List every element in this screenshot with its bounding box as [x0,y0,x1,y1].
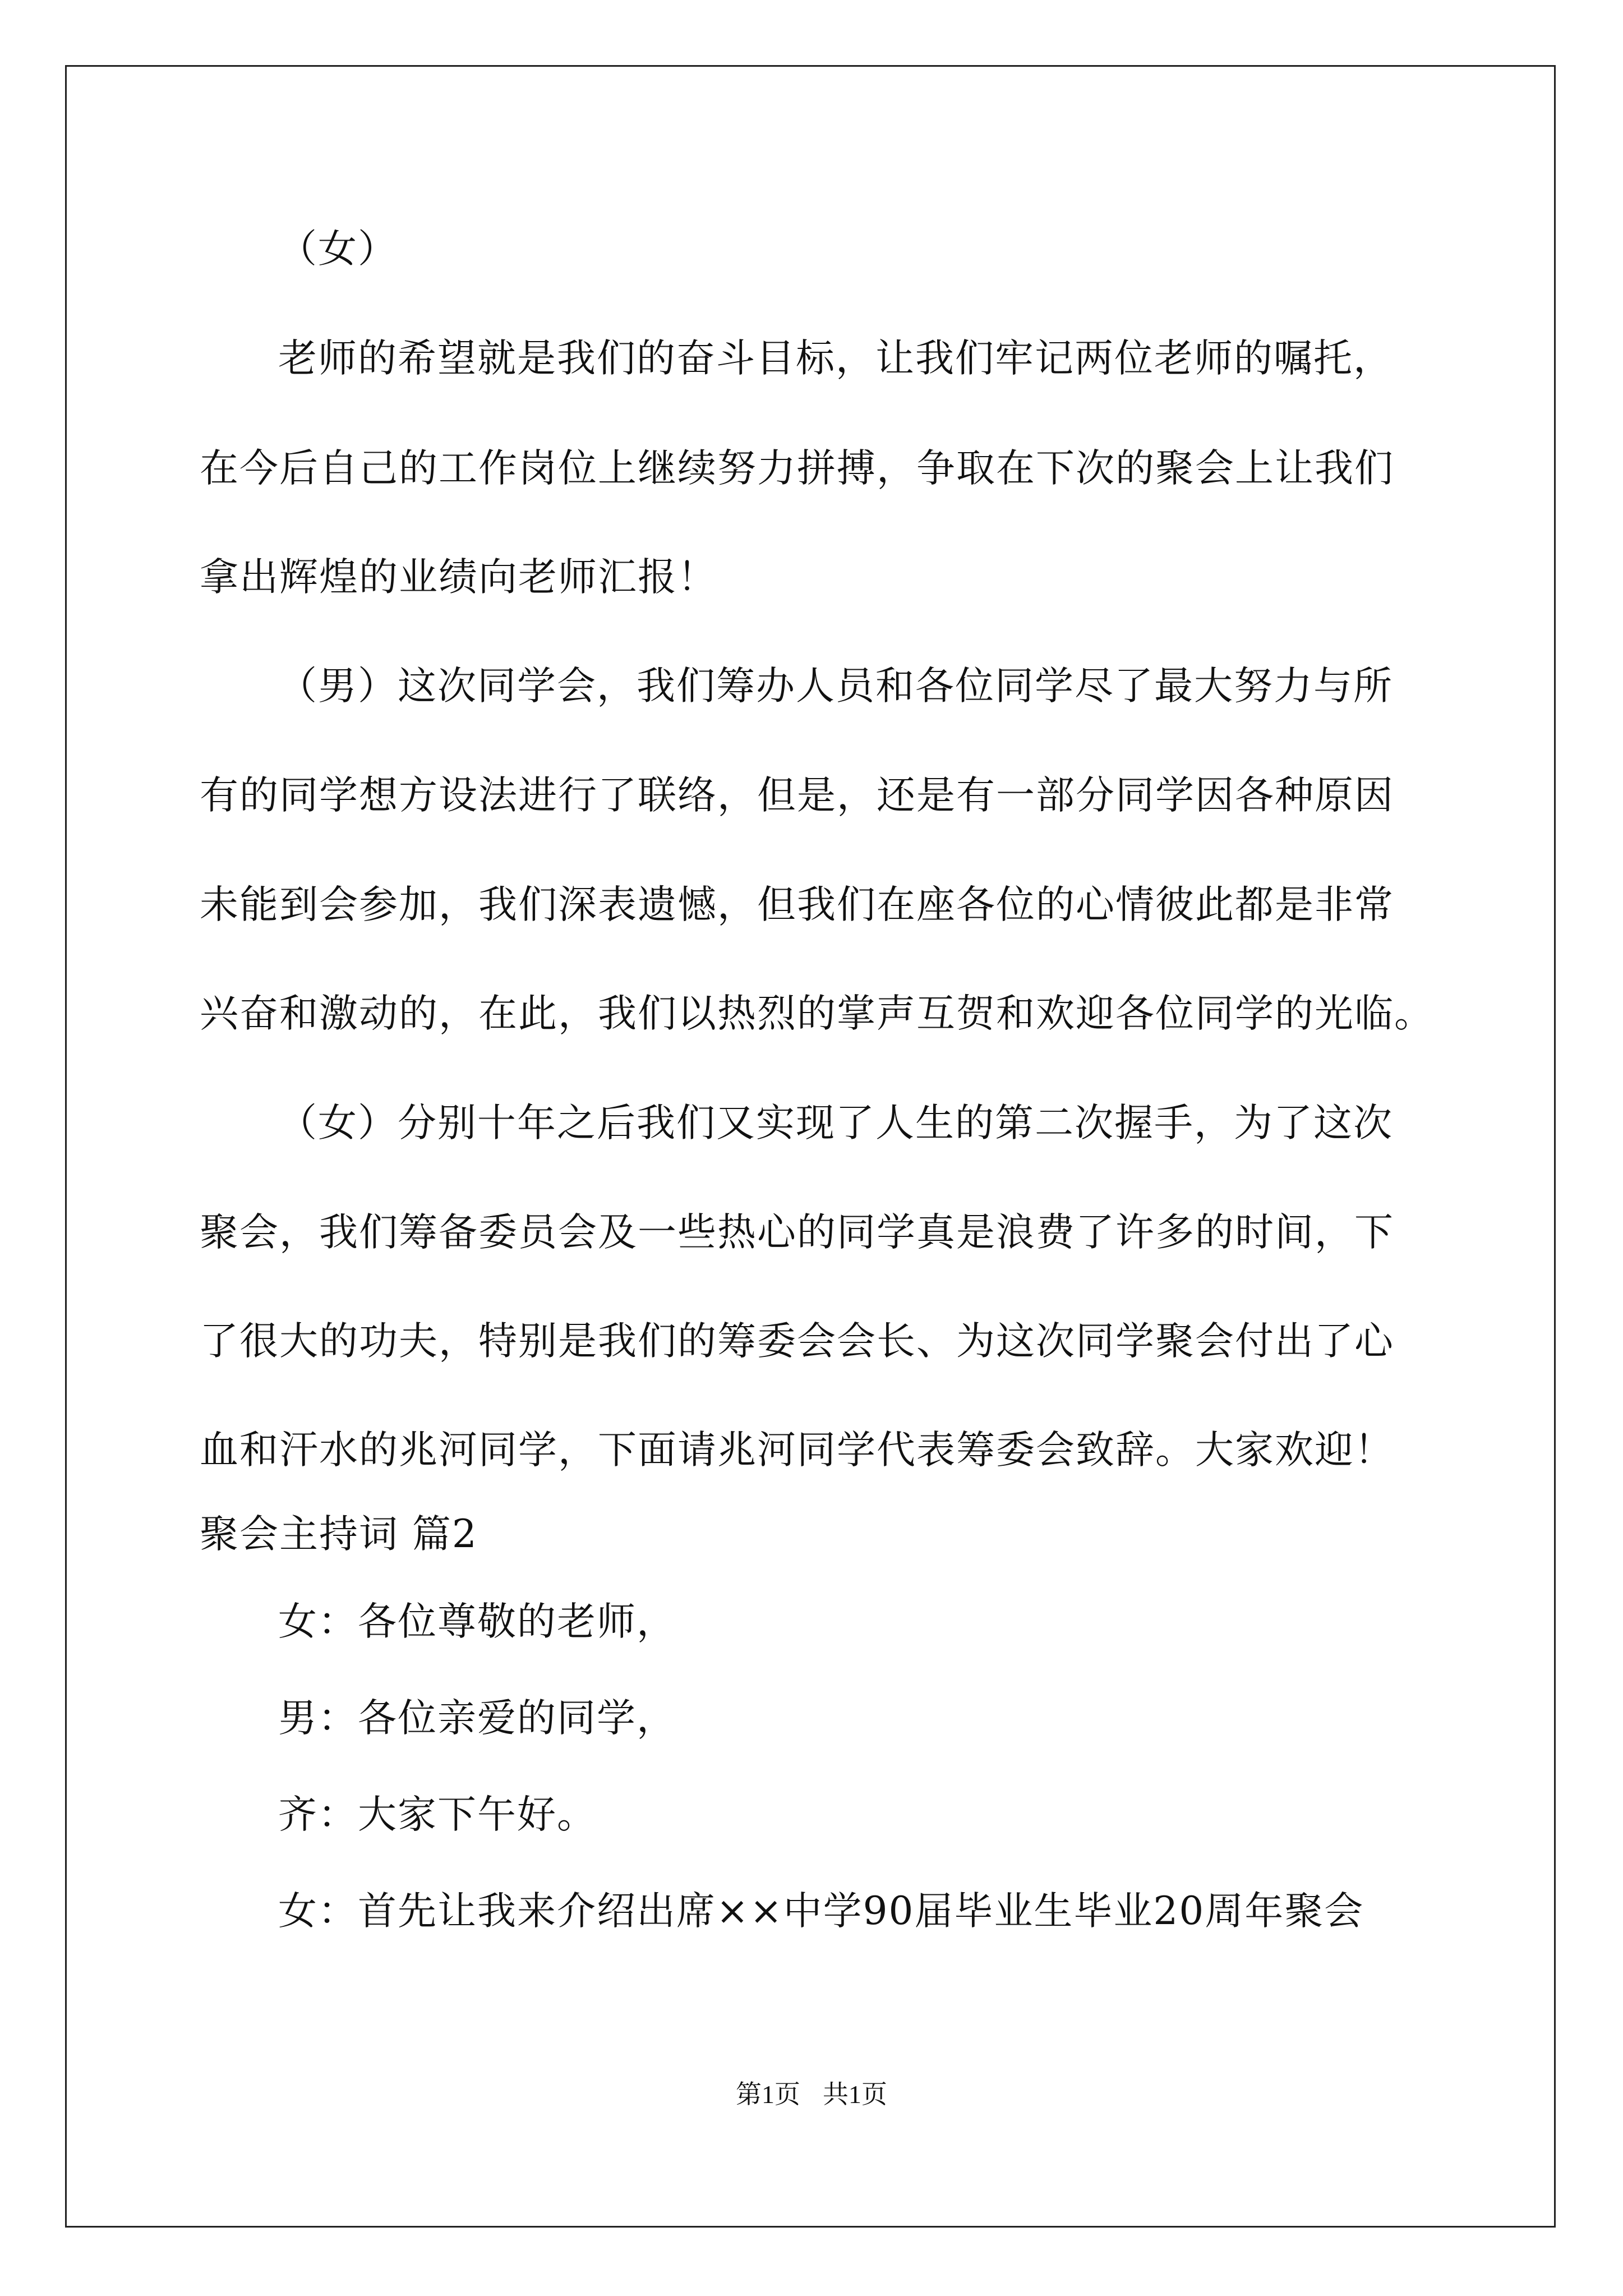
text-line: 拿出辉煌的业绩向老师汇报！ [200,555,717,600]
text-line: 有的同学想方设法进行了联络，但是，还是有一部分同学因各种原因 [200,773,1394,818]
text-line: 老师的希望就是我们的奋斗目标，让我们牢记两位老师的嘱托， [278,336,1393,381]
text-line: 齐：大家下午好。 [278,1792,597,1837]
text-line: 女：首先让我来介绍出席××中学90届毕业生毕业20周年聚会 [278,1889,1364,1934]
section-heading: 聚会主持词 篇2 [200,1512,478,1557]
page-number: 第1页 [736,2080,800,2109]
text-line: 兴奋和激动的，在此，我们以热烈的掌声互贺和欢迎各位同学的光临。 [200,991,1434,1036]
text-line: 在今后自己的工作岗位上继续努力拼搏，争取在下次的聚会上让我们 [200,446,1394,491]
text-line: 聚会，我们筹备委员会及一些热心的同学真是浪费了许多的时间，下 [200,1210,1394,1255]
text-line: 女：各位尊敬的老师， [278,1599,676,1644]
page-footer [0,2078,1623,2111]
text-line: 未能到会参加，我们深表遗憾，但我们在座各位的心情彼此都是非常 [200,882,1394,927]
text-line: 了很大的功夫，特别是我们的筹委会会长、为这次同学聚会付出了心 [200,1319,1394,1364]
text-line: （女） [278,227,398,272]
text-line: 男：各位亲爱的同学， [278,1696,676,1741]
text-line: （女）分别十年之后我们又实现了人生的第二次握手，为了这次 [278,1101,1393,1145]
page-total: 共1页 [823,2080,887,2109]
text-line: 血和汗水的兆河同学，下面请兆河同学代表筹委会致辞。大家欢迎！ [200,1428,1394,1473]
text-line: （男）这次同学会，我们筹办人员和各位同学尽了最大努力与所 [278,664,1393,708]
